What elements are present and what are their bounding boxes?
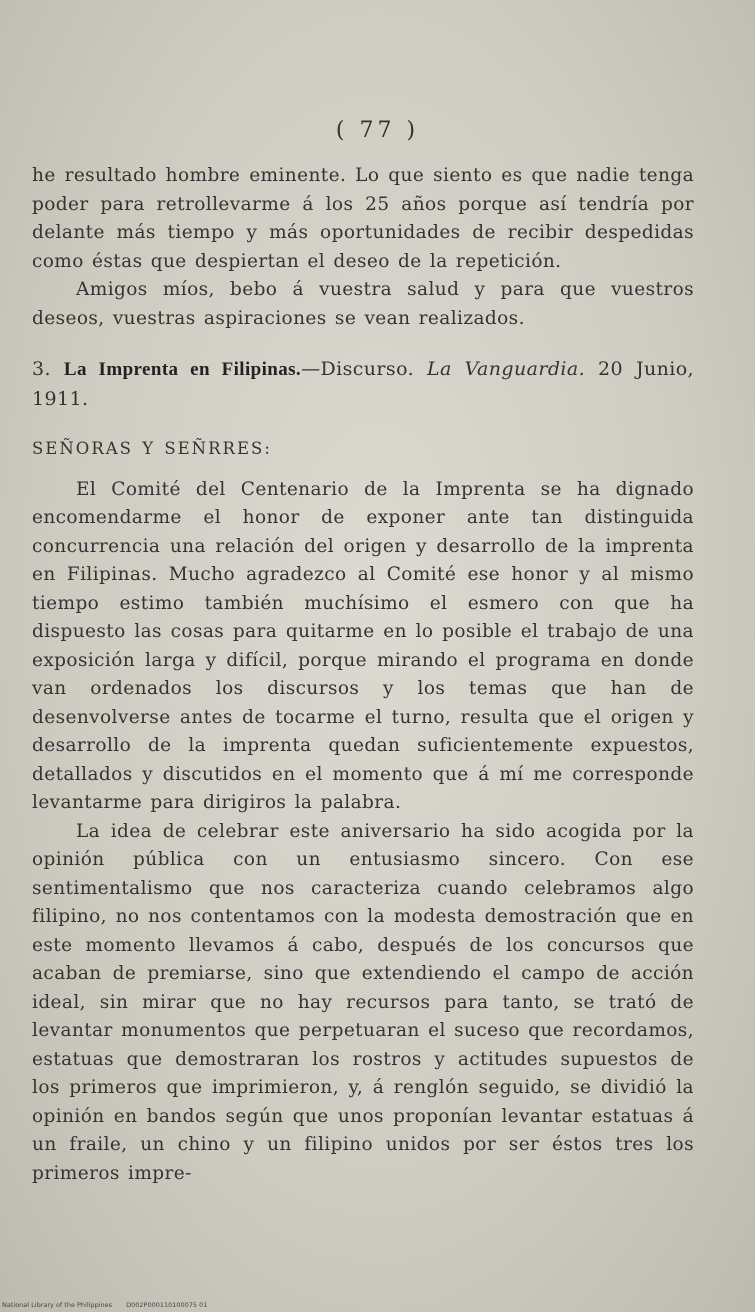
scan-code: D002P000110100075 01: [126, 1301, 208, 1309]
paragraph-toast: Amigos míos, bebo á vuestra salud y para que vuestros deseos, vuestras aspiraciones se vean realizados.: [32, 279, 694, 329]
bibliography-entry: [32, 355, 694, 413]
scan-footer: [2, 1301, 207, 1309]
entry-type: —Discurso.: [301, 358, 415, 380]
paragraph-anniversary: La idea de celebrar este aniversario ha sido acogida por la opinión pública con un entusiasmo sincero. Con ese sentimentalismo que nos caracteriza cuando celebramos algo filipino, no nos contentamos con la modesta demostración que en este momento llevamos á cabo, después de los concursos que acaban de premiarse, sino que extendiendo el campo de acción ideal, sin mirar que no hay recursos para tanto, se trató de levantar monumentos que perpetuaran el suceso que recordamos, estatuas que demostraran los rostros y actitudes supuestos de los primeros que imprimieron, y, á renglón seguido, se dividió la opinión en bandos según que unos proponían levantar estatuas á un fraile, un chino y un filipino unidos por ser éstos tres los primeros impre-: [32, 820, 694, 1184]
page-number: ( 77 ): [335, 118, 420, 143]
paragraph-committee: El Comité del Centenario de la Imprenta se ha dignado encomendarme el honor de exponer ante tan distinguida concurrencia una relación del origen y desarrollo de la imprenta en Filipinas. Mucho agradezco al Comité ese honor y al mismo tiempo estimo también muchísimo el esmero con que ha dispuesto las cosas para quitarme en lo posible el trabajo de una exposición larga y difícil, porque mirando el programa en donde van ordenados los discursos y los temas que han de desenvolverse antes de tocarme el turno, resulta que el origen y desarrollo de la imprenta quedan suficientemente expuestos, detallados y discutidos en el momento que á mí me corresponde levantarme para dirigiros la palabra.: [32, 478, 694, 813]
salutation: SEÑORAS Y SEÑRRES:: [32, 439, 272, 458]
entry-number: 3.: [32, 358, 51, 380]
entry-date: 20 Junio, 1911.: [32, 358, 694, 410]
entry-title: La Imprenta en Filipinas.: [63, 359, 302, 380]
entry-source: La Vanguardia.: [426, 358, 586, 380]
paragraph-continuation: he resultado hombre eminente. Lo que siento es que nadie tenga poder para retrollevarme á los 25 años porque así tendría por delante más tiempo y más oportunidades de recibir despedidas como éstas que despiertan el deseo de la repetición.: [32, 165, 694, 272]
body-text: [32, 162, 694, 1188]
library-credit: National Library of the Philippines: [2, 1301, 113, 1309]
